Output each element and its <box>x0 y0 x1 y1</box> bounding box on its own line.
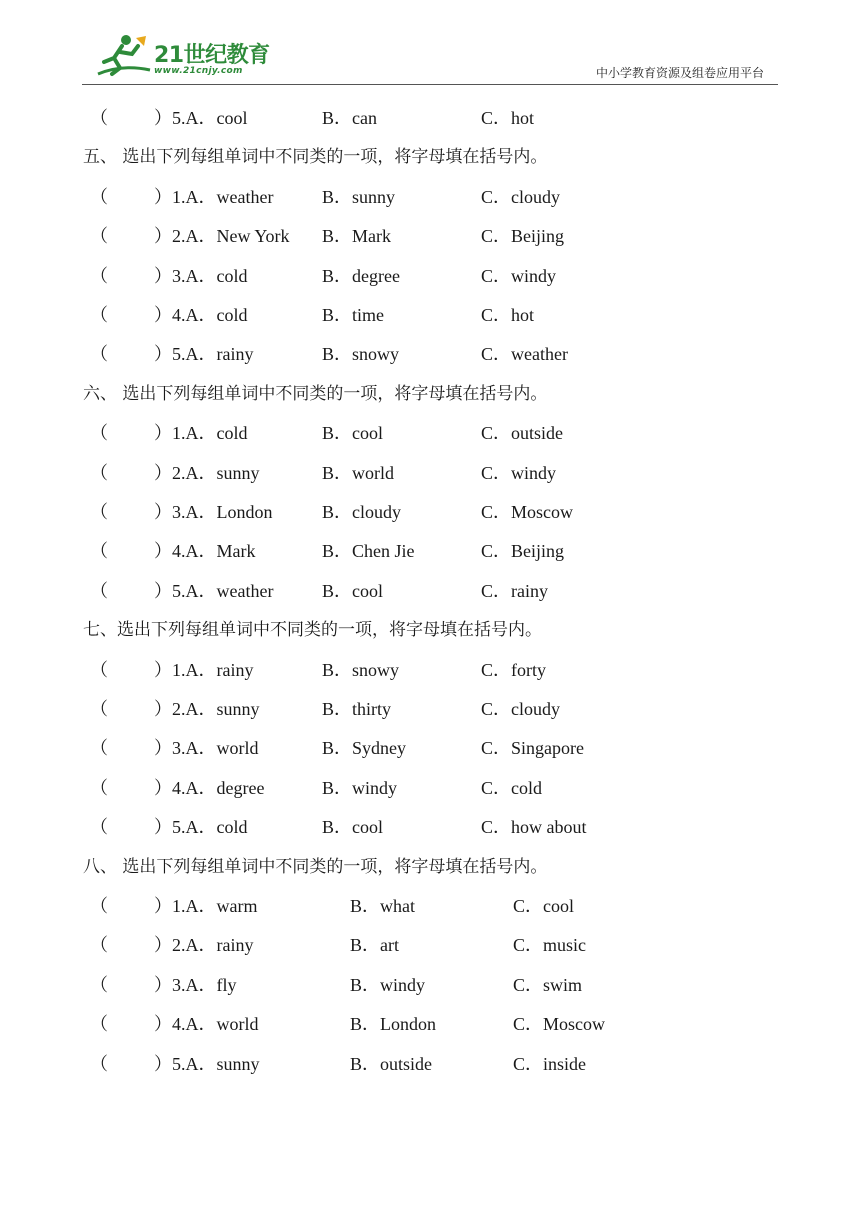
question-number: ）4.A．world <box>154 1014 259 1035</box>
option-c: C．windy <box>481 462 557 483</box>
option-b: B．windy <box>350 974 426 995</box>
option-b: B．time <box>322 305 384 325</box>
option-b: B．degree <box>322 265 400 286</box>
answer-bracket-open: （ <box>90 423 108 444</box>
option-c: C．Singapore <box>481 738 584 759</box>
option-b: B．Mark <box>322 226 391 247</box>
answer-bracket-open: （ <box>90 186 108 207</box>
answer-bracket-open: （ <box>90 738 108 759</box>
option-b: B．sunny <box>322 186 396 207</box>
question-number: ）1.A．warm <box>154 896 258 916</box>
answer-bracket-open: （ <box>90 265 108 286</box>
question-number: ）2.A．sunny <box>154 462 260 483</box>
question-number: ）3.A．fly <box>154 974 237 995</box>
question-number: ）1.A．cold <box>154 423 248 444</box>
option-c: C．inside <box>513 1053 587 1074</box>
option-c: C．Beijing <box>481 541 565 562</box>
option-c: C．forty <box>481 659 546 680</box>
question-number: ）1.A．weather <box>154 186 274 207</box>
option-c: C．Beijing <box>481 226 565 247</box>
option-c: C．hot <box>481 305 535 325</box>
option-b: B．windy <box>322 777 398 798</box>
question-number: ）5.A．sunny <box>154 1053 260 1074</box>
option-c: C．rainy <box>481 580 548 601</box>
section-heading: 六、 选出下列每组单词中不同类的一项，将字母填在括号内。 <box>83 383 548 404</box>
option-b: B．cool <box>322 580 383 601</box>
question-number: ）3.A．cold <box>154 265 248 286</box>
option-b: B．Sydney <box>322 738 407 759</box>
option-b: B．what <box>350 896 415 916</box>
site-logo <box>92 32 272 80</box>
option-c: C．Moscow <box>513 1014 606 1035</box>
page-header <box>82 28 778 86</box>
option-c: C．music <box>513 935 587 956</box>
question-number: ）2.A．New York <box>154 226 290 247</box>
option-c: C．swim <box>513 974 583 995</box>
question-number: ）3.A．London <box>154 502 273 522</box>
question-number: ）4.A．cold <box>154 305 248 325</box>
runner-logo-icon <box>92 34 152 78</box>
answer-bracket-open: （ <box>90 541 108 562</box>
answer-bracket-open: （ <box>90 699 108 719</box>
answer-bracket-open: （ <box>90 502 108 522</box>
answer-bracket-open: （ <box>90 108 108 128</box>
section-heading: 七、选出下列每组单词中不同类的一项，将字母填在括号内。 <box>83 620 542 641</box>
question-number: ）2.A．sunny <box>154 699 260 719</box>
option-c: C．how about <box>481 817 587 838</box>
logo-text: 21世纪教育 <box>154 43 270 68</box>
option-c: C．cloudy <box>481 186 560 207</box>
option-b: B．London <box>350 1014 437 1035</box>
answer-bracket-open: （ <box>90 1053 108 1074</box>
answer-bracket-open: （ <box>90 896 108 916</box>
question-number: ）1.A．rainy <box>154 659 254 680</box>
option-b: B．snowy <box>322 659 400 680</box>
answer-bracket-open: （ <box>90 580 108 601</box>
question-number: ）4.A．Mark <box>154 541 256 562</box>
answer-bracket-open: （ <box>90 659 108 680</box>
answer-bracket-open: （ <box>90 935 108 956</box>
option-c: C．hot <box>481 108 535 128</box>
option-c: C．cold <box>481 777 542 798</box>
question-number: ）3.A．world <box>154 738 259 759</box>
option-b: B．cool <box>322 423 383 444</box>
question-number: ）5.A．rainy <box>154 344 254 365</box>
option-c: C．windy <box>481 265 557 286</box>
question-number: ）5.A．cool <box>154 108 248 128</box>
option-c: C．outside <box>481 423 564 444</box>
option-b: B．art <box>350 935 399 956</box>
option-b: B．thirty <box>322 699 392 719</box>
question-number: ）5.A．cold <box>154 817 248 838</box>
answer-bracket-open: （ <box>90 344 108 365</box>
option-b: B．snowy <box>322 344 400 365</box>
question-number: ）4.A．degree <box>154 777 265 798</box>
question-number: ）2.A．rainy <box>154 935 254 956</box>
answer-bracket-open: （ <box>90 226 108 247</box>
option-b: B．outside <box>350 1053 433 1074</box>
option-c: C．cloudy <box>481 699 560 719</box>
option-c: C．Moscow <box>481 502 574 522</box>
option-b: B．can <box>322 108 377 128</box>
option-b: B．Chen Jie <box>322 541 415 562</box>
answer-bracket-open: （ <box>90 974 108 995</box>
platform-title: 中小学教育资源及组卷应用平台 <box>595 66 764 80</box>
option-b: B．cloudy <box>322 502 401 522</box>
answer-bracket-open: （ <box>90 305 108 325</box>
logo-url: www.21cnjy.com <box>154 66 243 76</box>
option-c: C．cool <box>513 896 574 916</box>
option-b: B．world <box>322 462 394 483</box>
option-b: B．cool <box>322 817 383 838</box>
answer-bracket-open: （ <box>90 462 108 483</box>
question-number: ）5.A．weather <box>154 580 274 601</box>
answer-bracket-open: （ <box>90 777 108 798</box>
option-c: C．weather <box>481 344 568 365</box>
section-heading: 八、 选出下列每组单词中不同类的一项，将字母填在括号内。 <box>83 856 548 877</box>
answer-bracket-open: （ <box>90 817 108 838</box>
header-divider <box>82 84 778 85</box>
section-heading: 五、 选出下列每组单词中不同类的一项，将字母填在括号内。 <box>83 147 548 168</box>
answer-bracket-open: （ <box>90 1014 108 1035</box>
